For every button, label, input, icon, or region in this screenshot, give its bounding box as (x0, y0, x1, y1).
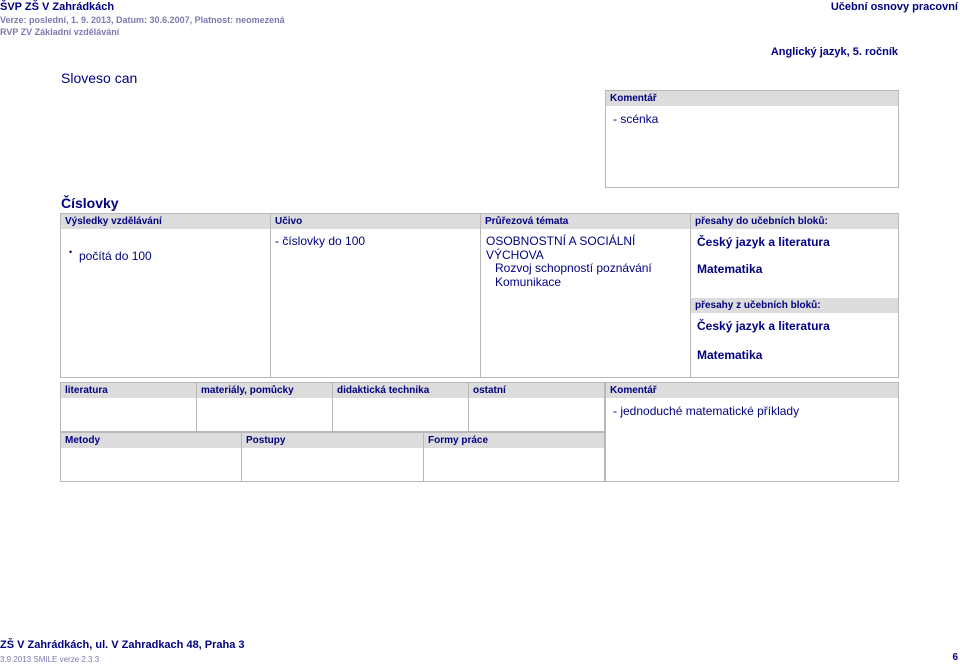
cross-topic-sub: Komunikace (495, 275, 562, 289)
header-curriculum: Učivo (271, 214, 480, 229)
header-literature: literatura (61, 383, 196, 398)
curriculum-item: - číslovky do 100 (275, 234, 366, 248)
header-methods: Metody (61, 433, 241, 448)
resources-table (60, 382, 605, 432)
bottom-comment-box (605, 382, 899, 482)
top-comment-box (605, 90, 899, 188)
bottom-comment-text: - jednoduché matematické příklady (613, 404, 800, 418)
rvp-info: RVP ZV Základní vzdělávání (0, 27, 120, 37)
header-cross-topics: Průřezová témata (481, 214, 690, 229)
school-program-title: ŠVP ZŠ V Zahrádkách (0, 1, 115, 13)
main-table (60, 213, 899, 378)
cross-topic-sub: Rozvoj schopností poznávání (495, 261, 652, 275)
link-to-item: Matematika (697, 262, 763, 276)
bullet-icon: • (69, 247, 73, 257)
header-forms: Formy práce (424, 433, 604, 448)
header-links-to: přesahy do učebních bloků: (691, 214, 898, 229)
bottom-comment-label: Komentář (606, 383, 898, 398)
header-links-from: přesahy z učebních bloků: (691, 298, 898, 313)
header-other: ostatní (469, 383, 604, 398)
link-to-item: Český jazyk a literatura (697, 235, 830, 249)
version-info: Verze: poslední, 1. 9. 2013, Datum: 30.6.2007, Platnost: neomezená (0, 15, 285, 25)
header-materials: materiály, pomůcky (197, 383, 332, 398)
header-procedures: Postupy (242, 433, 423, 448)
top-comment-text: - scénka (613, 112, 659, 126)
footer-address: ZŠ V Zahrádkách, ul. V Zahradkach 48, Praha 3 (0, 639, 245, 651)
subject-grade: Anglický jazyk, 5. ročník (770, 46, 898, 58)
document-type: Učební osnovy pracovní (830, 1, 958, 13)
page-number: 6 (952, 652, 958, 663)
cross-topic-main: OSOBNOSTNÍ A SOCIÁLNÍ VÝCHOVA (486, 234, 636, 262)
section-title: Číslovky (61, 195, 119, 211)
header-didactic: didaktická technika (333, 383, 468, 398)
footer-software: 3.9.2013 SMILE verze 2.3.3 (0, 655, 100, 664)
link-from-item: Matematika (697, 348, 763, 362)
top-comment-label: Komentář (606, 91, 898, 106)
link-from-item: Český jazyk a literatura (697, 319, 830, 333)
topic-title: Sloveso can (61, 70, 138, 86)
methods-table (60, 432, 605, 482)
outcome-item: počítá do 100 (79, 249, 152, 263)
header-outcomes: Výsledky vzdělávání (61, 214, 270, 229)
